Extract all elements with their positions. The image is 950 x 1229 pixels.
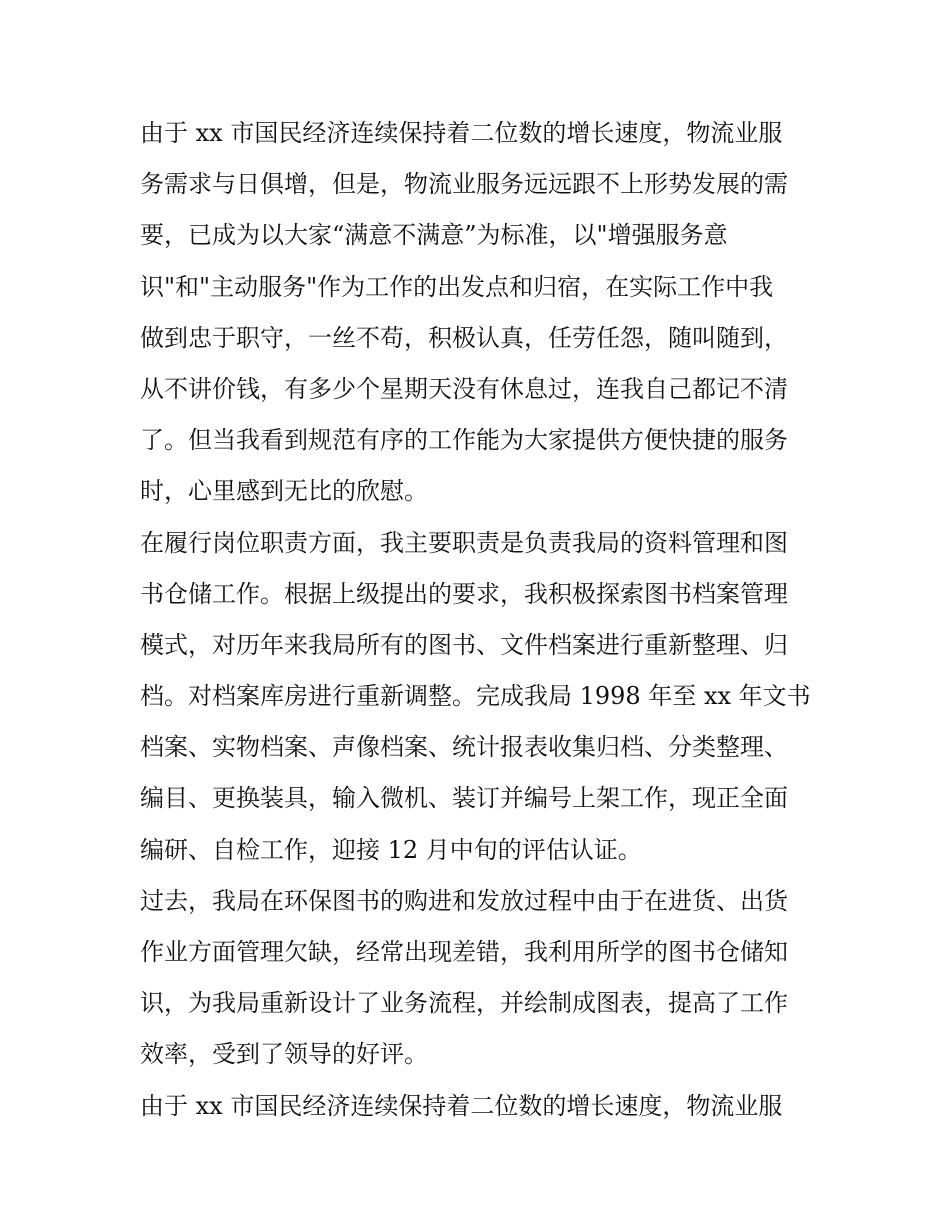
text-line: 模式，对历年来我局所有的图书、文件档案进行重新整理、归: [140, 630, 788, 659]
text-line: 档。对档案库房进行重新调整。完成我局 1998 年至 xx 年文书: [140, 682, 811, 711]
text-line: 了。但当我看到规范有序的工作能为大家提供方便快捷的服务: [140, 426, 788, 455]
text-line: 时，心里感到无比的欣慰。: [140, 477, 428, 506]
paragraph-3: [140, 876, 820, 1081]
text-line: 过去，我局在环保图书的购进和发放过程中由于在进货、出货: [140, 886, 788, 915]
text-line: 要，已成为以大家“满意不满意”为标准，以"增强服务意: [140, 221, 728, 250]
text-line: 编目、更换装具，输入微机、装订并编号上架工作，现正全面: [140, 784, 788, 813]
paragraph-2: [140, 518, 820, 876]
text-line: 做到忠于职守，一丝不苟，积极认真，任劳任怨，随叫随到，: [140, 323, 788, 352]
text-line: 识"和"主动服务"作为工作的出发点和归宿，在实际工作中我: [140, 272, 774, 301]
text-line: 识，为我局重新设计了业务流程，并绘制成图表，提高了工作: [140, 989, 788, 1018]
text-line: 由于 xx 市国民经济连续保持着二位数的增长速度，物流业服: [140, 119, 783, 147]
text-line: 在履行岗位职责方面，我主要职责是负责我局的资料管理和图: [140, 528, 788, 557]
text-line: 作业方面管理欠缺，经常出现差错，我利用所学的图书仓储知: [140, 938, 788, 966]
paragraph-1: [140, 108, 820, 518]
text-line: 由于 xx 市国民经济连续保持着二位数的增长速度，物流业服: [140, 1091, 783, 1120]
text-line: 书仓储工作。根据上级提出的要求，我积极探索图书档案管理: [140, 579, 788, 608]
text-line: 编研、自检工作，迎接 12 月中旬的评估认证。: [140, 835, 642, 864]
document-body: [140, 108, 820, 1132]
text-line: 效率，受到了领导的好评。: [140, 1040, 428, 1069]
text-line: 档案、实物档案、声像档案、统计报表收集归档、分类整理、: [140, 733, 788, 762]
text-line: 从不讲价钱，有多少个星期天没有休息过，连我自己都记不清: [140, 374, 788, 403]
paragraph-4: [140, 1081, 820, 1132]
text-line: 务需求与日俱增，但是，物流业服务远远跟不上形势发展的需: [140, 170, 788, 199]
